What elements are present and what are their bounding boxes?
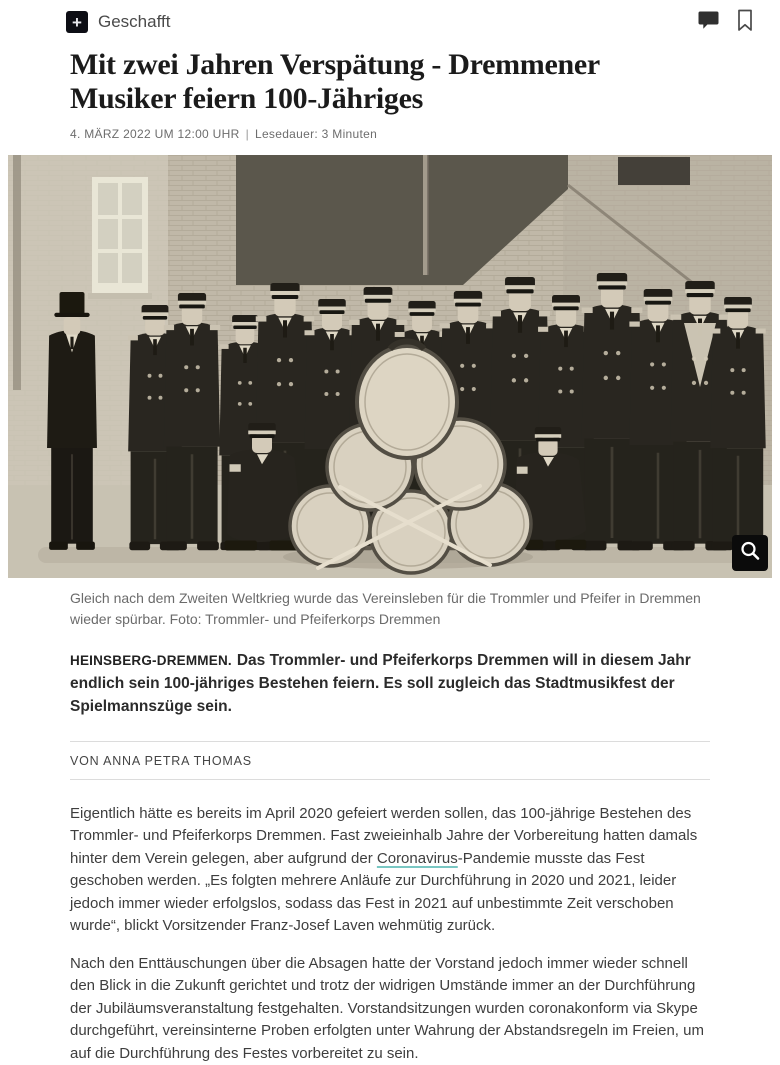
publish-date: 4. MÄRZ 2022 UM 12:00 UHR <box>70 126 240 141</box>
body-paragraph-2: Nach den Enttäuschungen über die Absagen hatte der Vorstand jedoch immer wieder schnell den Blick in die Zukunft gerichtet und trotz der widrigen Umstände immer an der Durchführung der Jubiläumsveranstaltung festgehalten. Vorstandsitzungen wurden coronakonform via Skype durchgeführt, vereinsinterne Proben erfolgten unter Wahrung der Abstandsregeln im Freien, um auf die Durchführung des Festes vorbereitet zu sein. <box>70 954 704 1062</box>
location-tag: HEINSBERG-DREMMEN. <box>70 652 232 668</box>
paragraph-text: -Pandemie musste das Fest geschoben werden. „Es folgten mehrere Anläufe zur Durchführung in 2020 und 2021, leider jedoch immer wieder erfolgslos, sodass das Fest in 2021 auf unbestimmte Zeit verschoben wurde“, blickt Vorsitzender Franz-Josef Laven wehmütig zurück. <box>70 849 677 935</box>
article-photo[interactable] <box>8 155 772 578</box>
divider-bottom <box>70 779 710 780</box>
meta-separator: | <box>245 126 249 141</box>
bookmark-icon <box>736 9 754 35</box>
lead-text: Das Trommler- und Pfeiferkorps Dremmen will in diesem Jahr endlich sein 100-jähriges Bestehen feiern. Es soll zugleich das Stadtmusikfest der Spielmannszüge sein. <box>70 651 691 716</box>
body-paragraph-1 <box>70 803 710 938</box>
paragraph-text: Eigentlich hätte es bereits im April 2020 gefeiert werden sollen, das 100-jährige Bestehen des Trommler- und Pfeiferkorps Dremmen. Fast zweieinhalb Jahre der Vorbereitung hatten damals hinter dem Verein gelegen, aber aufgrund der <box>70 804 698 867</box>
coronavirus-link[interactable]: Coronavirus <box>376 849 458 867</box>
hero-figure <box>8 155 772 578</box>
bookmark-button[interactable] <box>736 9 754 35</box>
plus-icon: + <box>66 11 88 33</box>
byline: VON ANNA PETRA THOMAS <box>70 753 252 768</box>
article-actions <box>697 9 754 35</box>
photo-caption: Gleich nach dem Zweiten Weltkrieg wurde das Vereinsleben für die Trommler und Pfeifer in Dremmen wieder spürbar. Foto: Trommler- und Pfeiferkorps Dremmen <box>70 589 701 627</box>
page-title: Mit zwei Jahren Verspätung - Dremmener Musiker feiern 100-Jähriges <box>70 48 600 115</box>
comment-icon <box>697 10 720 34</box>
category-label: Geschafft <box>98 12 171 31</box>
magnifier-icon <box>737 538 763 567</box>
article-meta <box>70 127 710 141</box>
comments-button[interactable] <box>697 10 720 34</box>
topbar <box>0 0 780 35</box>
image-zoom-button[interactable] <box>732 535 768 571</box>
lead-paragraph <box>70 649 710 719</box>
category-link[interactable] <box>66 11 170 33</box>
read-time: Lesedauer: 3 Minuten <box>254 126 378 141</box>
